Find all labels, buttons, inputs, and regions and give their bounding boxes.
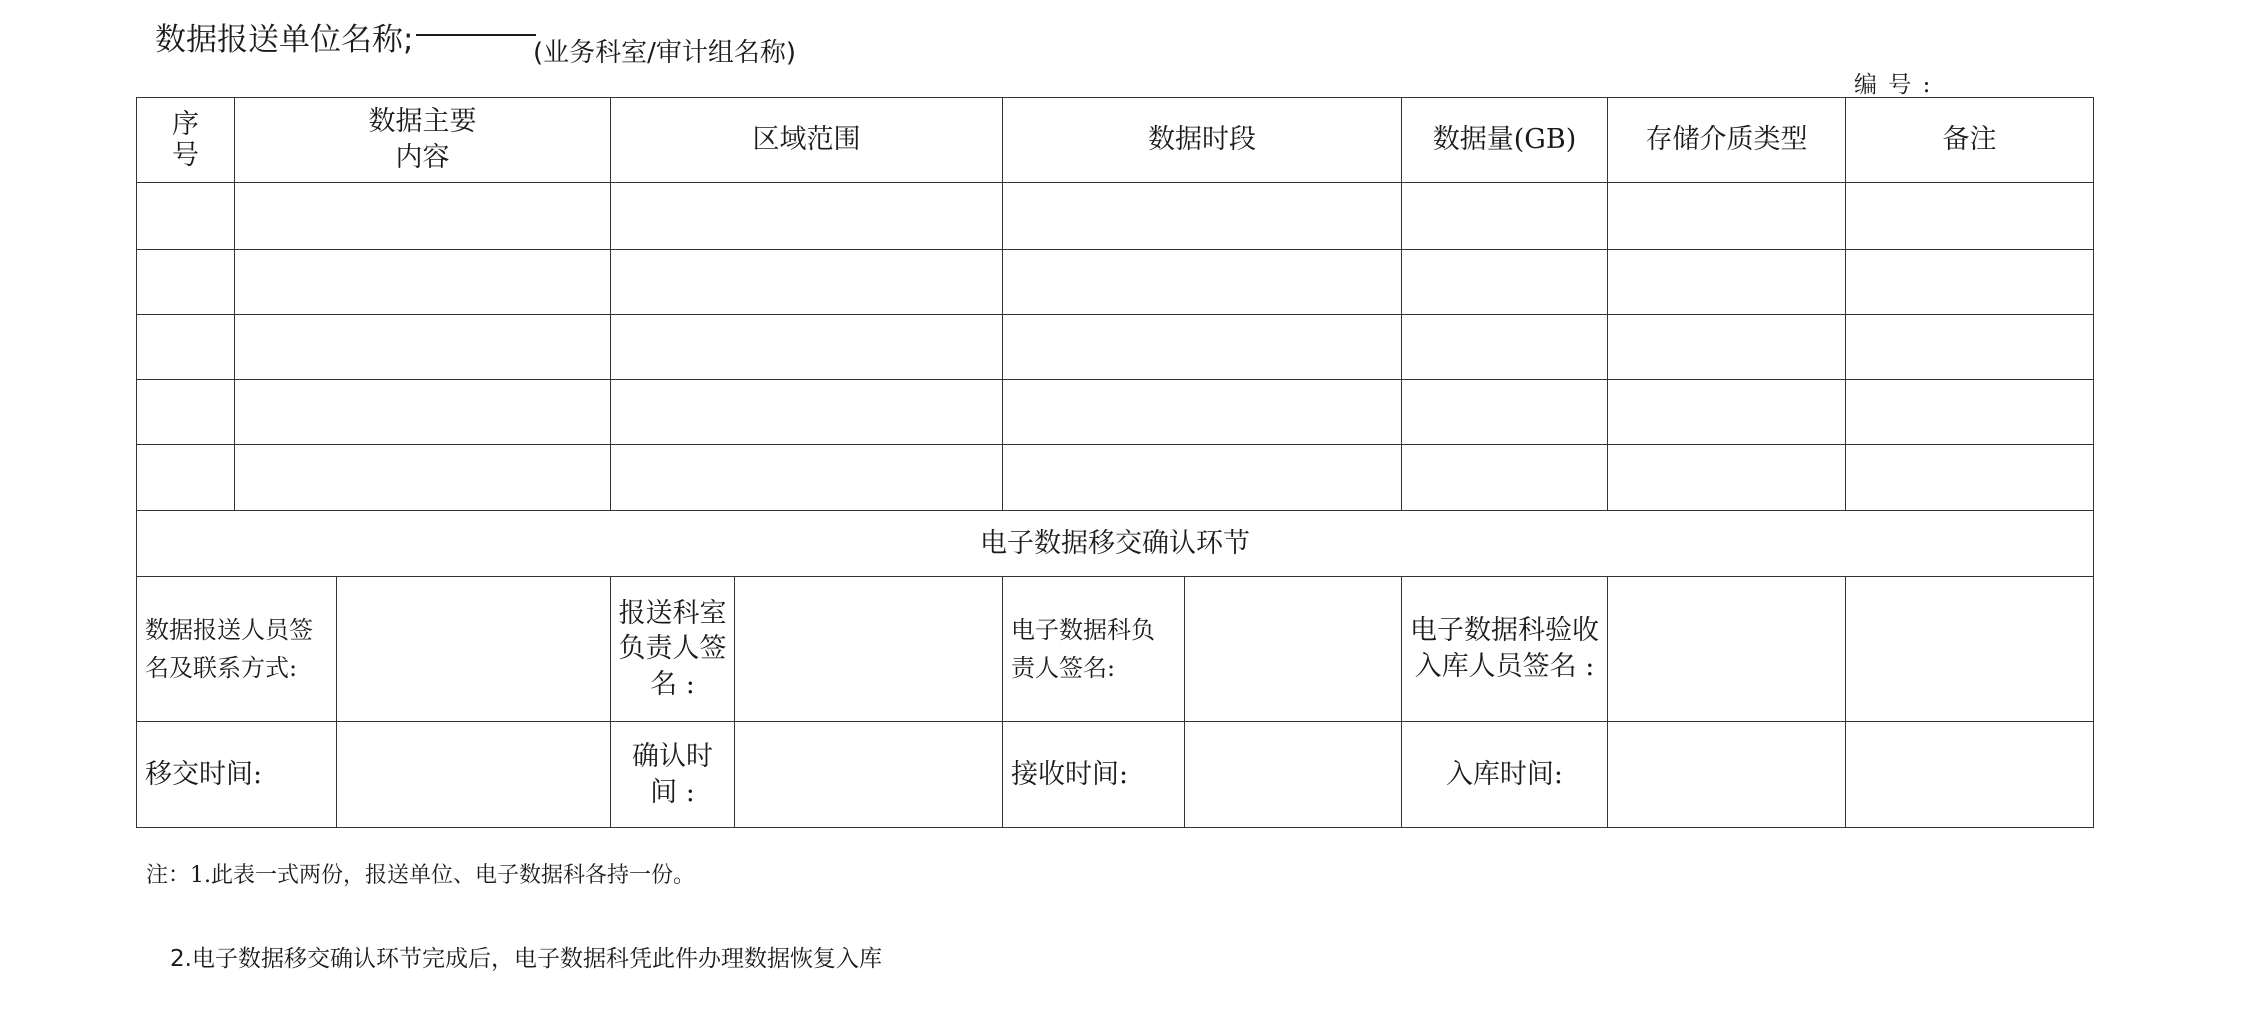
cell-medium[interactable] bbox=[1608, 183, 1846, 250]
cell-period[interactable] bbox=[1003, 445, 1402, 511]
confirm-time-field[interactable] bbox=[735, 722, 1003, 828]
confirm-time-label: 确认时间 : bbox=[611, 722, 735, 828]
cell-remarks[interactable] bbox=[1846, 445, 2094, 511]
unit-name-line bbox=[155, 12, 1055, 72]
edata-head-sign-label: 电子数据科负责人签名: bbox=[1003, 577, 1185, 722]
table-row bbox=[137, 380, 2094, 445]
cell-region[interactable] bbox=[611, 445, 1003, 511]
header-remarks: 备注 bbox=[1846, 98, 2094, 183]
dept-head-sign-label: 报送科室负责人签名 : bbox=[611, 577, 735, 722]
transfer-time-field[interactable] bbox=[337, 722, 611, 828]
unit-name-label: 数据报送单位名称; bbox=[155, 22, 414, 58]
cell-region[interactable] bbox=[611, 183, 1003, 250]
storage-time-field[interactable] bbox=[1608, 722, 1846, 828]
cell-volume[interactable] bbox=[1402, 445, 1608, 511]
receive-time-field[interactable] bbox=[1185, 722, 1402, 828]
edata-acceptor-sign-extra[interactable] bbox=[1846, 577, 2094, 722]
confirm-section-row bbox=[137, 511, 2094, 577]
cell-region[interactable] bbox=[611, 315, 1003, 380]
data-transfer-form-table bbox=[136, 97, 2094, 828]
table-row bbox=[137, 315, 2094, 380]
cell-medium[interactable] bbox=[1608, 315, 1846, 380]
serial-number-label: 编 号 : bbox=[1854, 72, 1933, 98]
edata-acceptor-sign-label: 电子数据科验收入库人员签名 : bbox=[1402, 577, 1608, 722]
cell-medium[interactable] bbox=[1608, 250, 1846, 315]
sign-row bbox=[137, 577, 2094, 722]
cell-content[interactable] bbox=[235, 445, 611, 511]
header-period: 数据时段 bbox=[1003, 98, 1402, 183]
receive-time-label: 接收时间: bbox=[1003, 722, 1185, 828]
cell-region[interactable] bbox=[611, 250, 1003, 315]
table-row bbox=[137, 250, 2094, 315]
note-1: 注：1.此表一式两份，报送单位、电子数据科各持一份。 bbox=[146, 863, 695, 888]
header-row bbox=[137, 98, 2094, 183]
cell-remarks[interactable] bbox=[1846, 315, 2094, 380]
header-volume: 数据量(GB) bbox=[1402, 98, 1608, 183]
cell-volume[interactable] bbox=[1402, 183, 1608, 250]
cell-content[interactable] bbox=[235, 380, 611, 445]
cell-volume[interactable] bbox=[1402, 250, 1608, 315]
sender-sign-field[interactable] bbox=[337, 577, 611, 722]
cell-content[interactable] bbox=[235, 183, 611, 250]
storage-time-extra[interactable] bbox=[1846, 722, 2094, 828]
cell-seq[interactable] bbox=[137, 380, 235, 445]
header-medium: 存储介质类型 bbox=[1608, 98, 1846, 183]
dept-head-sign-field[interactable] bbox=[735, 577, 1003, 722]
cell-seq[interactable] bbox=[137, 250, 235, 315]
storage-time-label: 入库时间: bbox=[1402, 722, 1608, 828]
transfer-time-label: 移交时间: bbox=[137, 722, 337, 828]
cell-period[interactable] bbox=[1003, 250, 1402, 315]
cell-volume[interactable] bbox=[1402, 380, 1608, 445]
unit-name-hint: (业务科室/审计组名称) bbox=[533, 38, 797, 68]
edata-head-sign-field[interactable] bbox=[1185, 577, 1402, 722]
cell-region[interactable] bbox=[611, 380, 1003, 445]
cell-content[interactable] bbox=[235, 315, 611, 380]
cell-seq[interactable] bbox=[137, 445, 235, 511]
cell-volume[interactable] bbox=[1402, 315, 1608, 380]
confirm-section-title: 电子数据移交确认环节 bbox=[137, 511, 2094, 577]
unit-name-blank bbox=[416, 34, 536, 36]
cell-medium[interactable] bbox=[1608, 380, 1846, 445]
edata-acceptor-sign-field[interactable] bbox=[1608, 577, 1846, 722]
cell-period[interactable] bbox=[1003, 380, 1402, 445]
header-region: 区域范围 bbox=[611, 98, 1003, 183]
cell-remarks[interactable] bbox=[1846, 183, 2094, 250]
sender-sign-label: 数据报送人员签名及联系方式: bbox=[137, 577, 337, 722]
cell-period[interactable] bbox=[1003, 315, 1402, 380]
cell-period[interactable] bbox=[1003, 183, 1402, 250]
header-content: 数据主要内容 bbox=[235, 98, 611, 183]
cell-content[interactable] bbox=[235, 250, 611, 315]
table-row bbox=[137, 183, 2094, 250]
header-seq: 序号 bbox=[137, 98, 235, 183]
cell-remarks[interactable] bbox=[1846, 250, 2094, 315]
cell-seq[interactable] bbox=[137, 183, 235, 250]
cell-seq[interactable] bbox=[137, 315, 235, 380]
cell-remarks[interactable] bbox=[1846, 380, 2094, 445]
table-row bbox=[137, 445, 2094, 511]
cell-medium[interactable] bbox=[1608, 445, 1846, 511]
time-row bbox=[137, 722, 2094, 828]
note-2: 2.电子数据移交确认环节完成后，电子数据科凭此件办理数据恢复入库 bbox=[170, 946, 882, 972]
